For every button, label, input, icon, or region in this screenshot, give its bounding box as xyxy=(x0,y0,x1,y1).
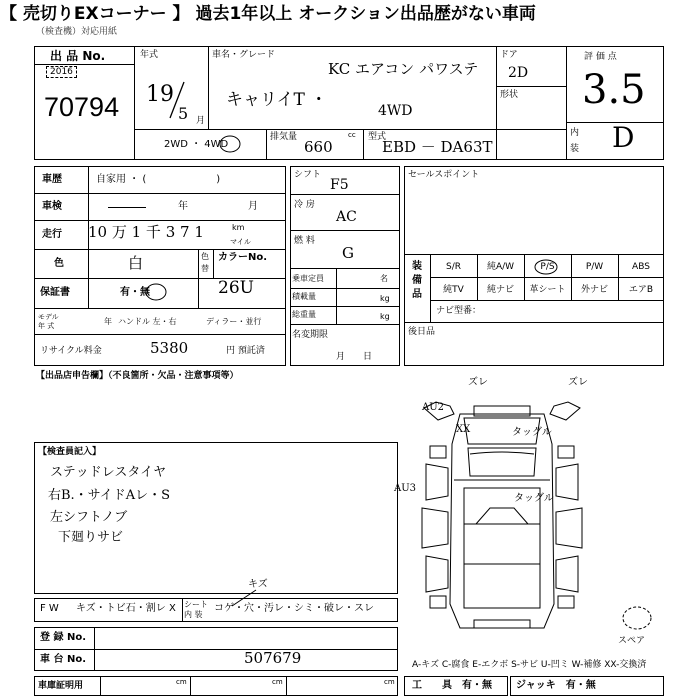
diagram-mark-7: タッグル xyxy=(514,493,554,504)
equip-tv: 純TV xyxy=(443,285,464,295)
inspector-line-1: ステッドレスタイヤ xyxy=(50,465,167,480)
drive-value: 4WD xyxy=(378,103,413,119)
interior-label-1: 内 xyxy=(570,128,580,138)
inspector-line-2: 右B.・サイドAレ・S xyxy=(48,488,171,503)
fw-items: キズ・トビ石・割レ X xyxy=(76,603,176,614)
equip-navi: 純ナビ xyxy=(486,285,514,295)
name-label: 車名・グレード xyxy=(212,50,276,60)
fuel-label: 燃 料 xyxy=(294,236,315,246)
cm-unit-3: cm xyxy=(384,678,395,686)
seller-notes-label: 【出品店申告欄】（不良箇所・欠品・注意事項等） xyxy=(36,371,239,381)
inspector-notes-label: 【検査員記入】 xyxy=(38,447,102,457)
spare-label: スペア xyxy=(618,636,646,646)
car-diagram xyxy=(404,384,600,632)
equip-aw: 純A/W xyxy=(486,262,515,272)
equip-leather: 革シート xyxy=(529,285,566,295)
equip-sr: S/R xyxy=(446,262,461,272)
gross-label: 総重量 xyxy=(292,310,316,319)
fw-label: F W xyxy=(40,603,59,614)
shift-value: F5 xyxy=(330,177,349,193)
name-change-label: 名変期限 xyxy=(292,330,329,340)
capacity-label: 乗車定員 xyxy=(292,274,324,283)
history-label: 車歴 xyxy=(42,174,62,185)
model-year-label-1: モデル xyxy=(38,313,59,321)
diagram-mark-6: AU3 xyxy=(394,483,417,494)
certificate-block xyxy=(34,676,398,696)
gross-unit: kg xyxy=(380,312,390,321)
mileage-label: 走行 xyxy=(42,229,62,240)
later-items-label: 後日品 xyxy=(408,327,436,337)
inspector-line-4: 下廻りサビ xyxy=(58,530,124,545)
page-title: 【 売切りEXコーナー 】 過去1年以上 オークション出品歴がない車両 xyxy=(0,4,536,24)
color-label: 色 xyxy=(54,258,64,269)
color-no-title: カラーNo. xyxy=(218,252,268,263)
inspection-month: 月 xyxy=(248,201,258,212)
inspection-year: 年 xyxy=(178,201,188,212)
displacement-value: 660 xyxy=(304,138,333,156)
warranty-label: 保証書 xyxy=(40,287,70,298)
inspector-line-3: 左シフトノブ xyxy=(50,510,128,525)
circle-mark xyxy=(219,134,241,154)
model-year-label-2: 年 式 xyxy=(38,322,55,330)
cm-unit-2: cm xyxy=(272,678,283,686)
drive-options: 2WD ・ 4WD xyxy=(164,139,229,150)
mileage-value: 10 万 1 千 3 7 1 xyxy=(88,223,204,241)
pointer-line xyxy=(228,588,258,608)
handle-label: ハンドル 左・右 xyxy=(118,317,177,326)
reg-label: 登 録 No. xyxy=(40,632,87,643)
diagram-mark-1: ズレ xyxy=(468,377,488,388)
circle-mark xyxy=(534,258,558,276)
ac-label: 冷 房 xyxy=(294,200,315,210)
lot-label: 出 品 No. xyxy=(50,49,106,63)
equip-ext-navi: 外ナビ xyxy=(580,285,608,295)
name-change-unit: 月 日 xyxy=(336,352,373,362)
color-no-label-1: 色 xyxy=(201,252,209,261)
tools-label: 工 具 有・無 xyxy=(412,680,492,691)
jack-label: ジャッキ 有・無 xyxy=(516,680,596,691)
diagram-mark-4: XX xyxy=(456,424,471,435)
month-value: 5 xyxy=(178,104,189,123)
dealer-label: ディラー・並行 xyxy=(206,317,262,326)
month-unit: 月 xyxy=(196,116,206,126)
load-unit: kg xyxy=(380,294,390,303)
lot-number: 70794 xyxy=(44,92,120,122)
displacement-label: 排気量 xyxy=(270,132,298,142)
recycle-label: リサイクル料金 xyxy=(40,346,102,356)
door-label: ドア xyxy=(500,50,518,60)
seat-mark: キズ xyxy=(248,579,268,590)
history-options: 自家用 ・ ( ) xyxy=(96,174,221,185)
nav-model-label: ナビ型番： xyxy=(436,306,482,316)
history-block xyxy=(34,166,286,366)
name-value: キャリイT ・ xyxy=(226,90,328,110)
chassis-label: 車 台 No. xyxy=(40,654,87,665)
load-label: 積載量 xyxy=(292,292,316,301)
equipment-label: 装備品 xyxy=(412,261,422,300)
diagram-mark-2: ズレ xyxy=(568,377,588,388)
shift-label: シフト xyxy=(294,170,322,180)
circle-mark xyxy=(145,282,167,302)
mileage-unit-km: km xyxy=(232,223,245,232)
equip-ps: P/S xyxy=(540,262,555,272)
displacement-unit: cc xyxy=(348,131,356,139)
model-value: EBD － DA63T xyxy=(382,138,493,156)
equip-airbag: エアB xyxy=(628,285,654,295)
chassis-value: 507679 xyxy=(244,649,302,667)
mileage-unit-mile: マイル xyxy=(230,238,251,246)
cm-unit-1: cm xyxy=(176,678,187,686)
grade-value: KC エアコン パワステ xyxy=(328,60,479,78)
equip-abs: ABS xyxy=(632,262,650,272)
slash-mark xyxy=(168,80,189,123)
color-no-label-2: 替 xyxy=(201,264,209,273)
sales-point-label: セールスポイント xyxy=(408,170,480,180)
score-label: 評 価 点 xyxy=(584,52,617,62)
recycle-value: 5380 xyxy=(150,339,189,357)
inspection-label: 車検 xyxy=(42,201,62,212)
year-value: 19 xyxy=(146,82,174,107)
lot-year-tag: 2016 xyxy=(46,66,77,78)
interior-label-2: 装 xyxy=(570,144,580,154)
warranty-options: 有・無 xyxy=(120,287,150,298)
model-label: 型式 xyxy=(368,132,387,142)
seat-label-1: シート xyxy=(184,600,208,609)
color-no-value: 26U xyxy=(218,278,254,298)
seat-label-2: 内 装 xyxy=(184,610,203,619)
capacity-unit: 名 xyxy=(380,274,388,283)
legend-text: A-キズ C-腐食 E-エクボ S-サビ U-凹ミ W-補修 XX-交換済 xyxy=(412,660,647,670)
interior-value: D xyxy=(612,121,635,154)
fuel-value: G xyxy=(342,244,354,262)
ac-value: AC xyxy=(336,209,357,225)
seat-items: コゲ・穴・汚レ・シミ・破レ・スレ xyxy=(214,603,374,614)
form-note: （検査機）対応用紙 xyxy=(36,27,118,37)
spare-tire-icon xyxy=(620,604,654,632)
door-value: 2D xyxy=(508,65,529,81)
certificate-label: 車庫証明用 xyxy=(38,681,84,691)
equip-pw: P/W xyxy=(585,262,604,272)
recycle-unit: 円 預託済 xyxy=(226,346,265,356)
score-value: 3.5 xyxy=(582,67,646,113)
diagram-mark-3: AU2 xyxy=(422,402,445,413)
diagram-mark-5: タッグル xyxy=(512,427,552,438)
shape-label: 形状 xyxy=(500,90,519,100)
year-label: 年式 xyxy=(140,50,159,60)
color-value: 白 xyxy=(128,254,144,272)
model-year-unit: 年 xyxy=(104,317,112,326)
